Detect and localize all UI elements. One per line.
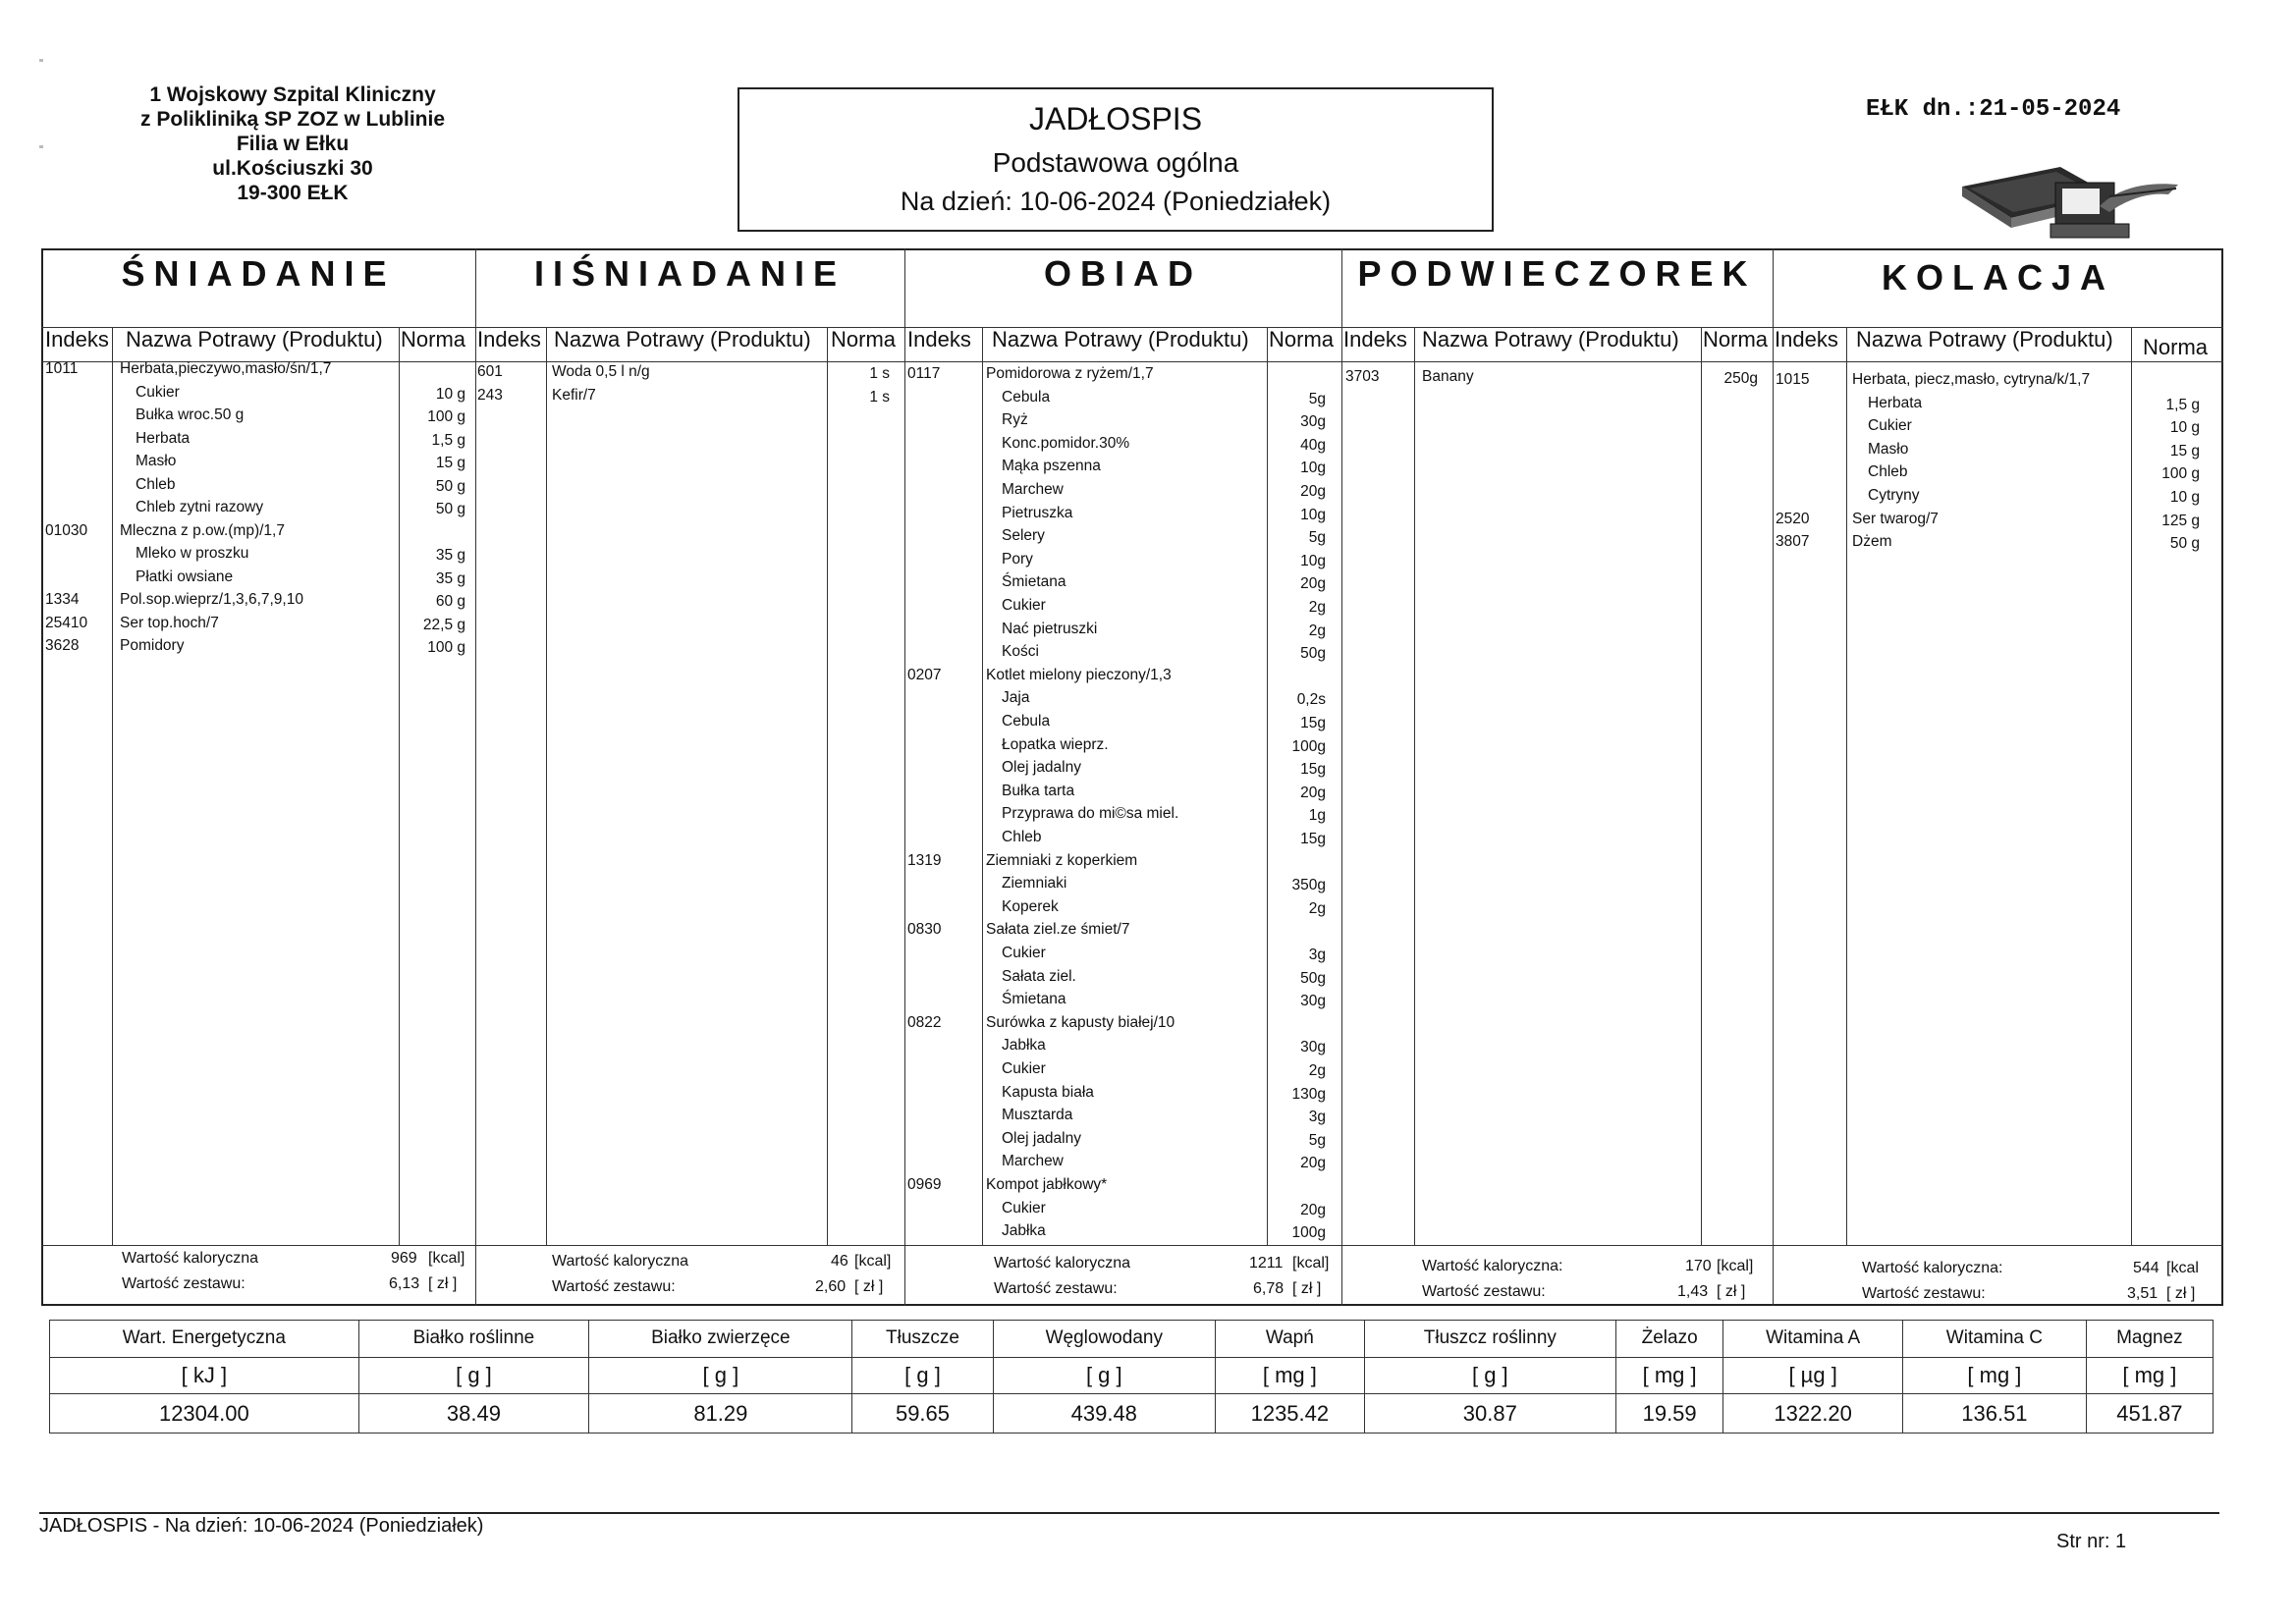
cost-value: 6,78 bbox=[1253, 1280, 1285, 1297]
column-divider bbox=[1267, 327, 1268, 1245]
calorie-unit: [kcal] bbox=[854, 1253, 892, 1270]
ingredient-name: Cukier bbox=[136, 383, 180, 401]
column-divider bbox=[399, 327, 400, 1245]
item-norm: 10 g bbox=[2169, 419, 2200, 437]
ingredient-name: Mleko w proszku bbox=[136, 545, 249, 562]
dish-name: Banany bbox=[1422, 368, 1474, 385]
item-norm: 20g bbox=[1300, 483, 1326, 500]
column-divider bbox=[546, 327, 547, 1245]
cost-unit: [ zł ] bbox=[2166, 1285, 2196, 1302]
dish-name: Herbata, piecz,masło, cytryna/k/1,7 bbox=[1852, 371, 2091, 388]
column-header-name: Nazwa Potrawy (Produktu) bbox=[126, 327, 383, 352]
totals-divider bbox=[41, 1245, 2223, 1246]
item-norm: 100 g bbox=[427, 408, 465, 425]
dish-name: Sałata ziel.ze śmiet/7 bbox=[986, 921, 1130, 939]
ingredient-name: Jaja bbox=[1002, 689, 1030, 707]
item-norm: 20g bbox=[1300, 784, 1326, 801]
ingredient-name: Herbata bbox=[136, 429, 191, 447]
nutrient-label: Tłuszcz roślinny bbox=[1364, 1321, 1615, 1358]
item-norm: 10 g bbox=[435, 385, 465, 403]
ingredient-name: Masło bbox=[1868, 440, 1909, 458]
dish-name: Ziemniaki z koperkiem bbox=[986, 851, 1138, 869]
cost-unit: [ zł ] bbox=[1292, 1280, 1322, 1297]
calorie-label: Wartość kaloryczna: bbox=[1422, 1258, 1563, 1274]
footer-title: JADŁOSPIS - Na dzień: 10-06-2024 (Poniedziałek) bbox=[39, 1515, 484, 1537]
hospital-address bbox=[116, 82, 469, 205]
item-index: 3703 bbox=[1345, 368, 1380, 385]
item-index: 0969 bbox=[907, 1176, 942, 1193]
item-norm: 20g bbox=[1300, 1201, 1326, 1218]
item-norm: 35 g bbox=[435, 547, 465, 564]
item-norm: 50g bbox=[1300, 645, 1326, 663]
nutrient-label: Magnez bbox=[2086, 1321, 2213, 1358]
item-norm: 2g bbox=[1308, 1062, 1326, 1079]
nutrient-label: Żelazo bbox=[1616, 1321, 1723, 1358]
column-divider bbox=[112, 327, 113, 1245]
cost-label: Wartość zestawu: bbox=[552, 1278, 676, 1295]
cost-label: Wartość zestawu: bbox=[122, 1275, 246, 1292]
nutrient-label: Białko zwierzęce bbox=[589, 1321, 852, 1358]
item-index: 01030 bbox=[45, 521, 88, 539]
cost-value: 3,51 bbox=[2127, 1285, 2159, 1302]
section-divider bbox=[1341, 248, 1342, 1306]
ingredient-name: Nać pietruszki bbox=[1002, 620, 1098, 637]
nutrient-unit: [ µg ] bbox=[1723, 1357, 1903, 1394]
ingredient-name: Cebula bbox=[1002, 713, 1051, 730]
item-index: 0117 bbox=[907, 365, 941, 382]
dish-name: Pomidory bbox=[120, 637, 185, 654]
dish-name: Kompot jabłkowy* bbox=[986, 1176, 1108, 1193]
dish-name: Ser top.hoch/7 bbox=[120, 614, 219, 631]
section-divider bbox=[1773, 248, 1774, 1306]
column-header-norm: Norma bbox=[831, 327, 897, 352]
item-norm: 10 g bbox=[2169, 489, 2200, 506]
ingredient-name: Pory bbox=[1002, 550, 1033, 568]
calorie-value: 46 bbox=[831, 1253, 848, 1270]
item-norm: 350g bbox=[1291, 877, 1326, 894]
hospital-line: Filia w Ełku bbox=[236, 133, 350, 155]
cost-value: 6,13 bbox=[389, 1275, 420, 1292]
item-norm: 3g bbox=[1308, 947, 1326, 963]
cost-label: Wartość zestawu: bbox=[994, 1280, 1118, 1297]
nutrient-value: 1322.20 bbox=[1723, 1394, 1903, 1434]
column-header-norm: Norma bbox=[1703, 327, 1769, 352]
item-index: 3628 bbox=[45, 637, 80, 654]
column-header-name: Nazwa Potrawy (Produktu) bbox=[1856, 327, 2113, 352]
nutrient-label: Białko roślinne bbox=[358, 1321, 589, 1358]
item-index: 3807 bbox=[1776, 533, 1810, 551]
hospital-line: z Polikliniką SP ZOZ w Lublinie bbox=[140, 108, 445, 131]
dish-name: Ser twarog/7 bbox=[1852, 510, 1939, 527]
print-date: EŁK dn.:21-05-2024 bbox=[1866, 96, 2121, 123]
calorie-unit: [kcal] bbox=[1292, 1255, 1330, 1271]
item-norm: 250g bbox=[1723, 370, 1758, 387]
ingredient-name: Bułka tarta bbox=[1002, 782, 1075, 799]
ingredient-name: Chleb zytni razowy bbox=[136, 499, 264, 515]
nutrient-value: 19.59 bbox=[1616, 1394, 1723, 1434]
ingredient-name: Chleb bbox=[1002, 829, 1042, 845]
dish-name: Kefir/7 bbox=[552, 386, 596, 404]
nutrition-value-row bbox=[50, 1394, 2214, 1434]
nutrient-value: 1235.42 bbox=[1216, 1394, 1365, 1434]
item-norm: 2g bbox=[1308, 622, 1326, 639]
nutrient-unit: [ g ] bbox=[358, 1357, 589, 1394]
calorie-value: 544 bbox=[2133, 1260, 2159, 1276]
item-norm: 100g bbox=[1291, 1224, 1326, 1242]
ingredient-name: Olej jadalny bbox=[1002, 759, 1081, 777]
cost-label: Wartość zestawu: bbox=[1422, 1283, 1546, 1300]
ingredient-name: Marchew bbox=[1002, 481, 1064, 498]
nutrient-value: 59.65 bbox=[852, 1394, 993, 1434]
item-norm: 50g bbox=[1300, 969, 1326, 987]
calorie-label: Wartość kaloryczna bbox=[122, 1250, 258, 1267]
item-norm: 1 s bbox=[869, 365, 890, 382]
nutrient-value: 439.48 bbox=[993, 1394, 1216, 1434]
item-norm: 40g bbox=[1300, 436, 1326, 454]
item-norm: 20g bbox=[1300, 1155, 1326, 1172]
column-header-divider bbox=[41, 361, 2223, 362]
item-norm: 0,2s bbox=[1296, 691, 1326, 709]
item-index: 1011 bbox=[45, 360, 79, 377]
item-index: 0822 bbox=[907, 1013, 942, 1031]
column-header-norm: Norma bbox=[1269, 327, 1335, 352]
column-header-name: Nazwa Potrawy (Produktu) bbox=[554, 327, 811, 352]
nutrient-unit: [ mg ] bbox=[1616, 1357, 1723, 1394]
calorie-value: 1211 bbox=[1249, 1255, 1284, 1271]
item-norm: 100 g bbox=[427, 639, 465, 656]
document-date: Na dzień: 10-06-2024 (Poniedziałek) bbox=[900, 187, 1332, 216]
meal-title-ii-sniadanie: IIŚNIADANIE bbox=[533, 253, 847, 294]
item-norm: 2g bbox=[1308, 599, 1326, 616]
item-norm: 20g bbox=[1300, 575, 1326, 593]
ingredient-name: Masło bbox=[136, 453, 177, 469]
nutrient-value: 38.49 bbox=[358, 1394, 589, 1434]
column-divider bbox=[1414, 327, 1415, 1245]
nutrient-value: 30.87 bbox=[1364, 1394, 1615, 1434]
title-box bbox=[738, 87, 1494, 232]
nutrient-unit: [ g ] bbox=[852, 1357, 993, 1394]
meal-title-obiad: OBIAD bbox=[1044, 253, 1202, 294]
dish-name: Dżem bbox=[1852, 533, 1892, 551]
ingredient-name: Ziemniaki bbox=[1002, 875, 1067, 893]
nutrient-value: 81.29 bbox=[589, 1394, 852, 1434]
item-norm: 2g bbox=[1308, 899, 1326, 917]
item-norm: 15g bbox=[1300, 761, 1326, 779]
item-norm: 35 g bbox=[435, 569, 465, 587]
nutrient-unit: [ g ] bbox=[1364, 1357, 1615, 1394]
cost-value: 1,43 bbox=[1677, 1283, 1709, 1300]
column-header-name: Nazwa Potrawy (Produktu) bbox=[1422, 327, 1679, 352]
column-header-index: Indeks bbox=[907, 327, 971, 352]
item-norm: 50 g bbox=[435, 477, 465, 495]
item-norm: 1,5 g bbox=[431, 431, 465, 449]
cost-label: Wartość zestawu: bbox=[1862, 1285, 1986, 1302]
item-norm: 10g bbox=[1300, 506, 1326, 523]
item-norm: 3g bbox=[1308, 1109, 1326, 1126]
item-norm: 1,5 g bbox=[2165, 396, 2200, 413]
section-divider bbox=[904, 248, 905, 1306]
column-divider bbox=[827, 327, 828, 1245]
item-norm: 15g bbox=[1300, 831, 1326, 847]
item-norm: 130g bbox=[1291, 1085, 1326, 1103]
book-computer-icon bbox=[1952, 147, 2188, 245]
dish-name: Kotlet mielony pieczony/1,3 bbox=[986, 666, 1172, 683]
scan-speck bbox=[39, 145, 43, 148]
ingredient-name: Płatki owsiane bbox=[136, 568, 234, 585]
meal-title-sniadanie: ŚNIADANIE bbox=[121, 253, 396, 294]
item-norm: 15 g bbox=[2169, 442, 2200, 460]
column-header-index: Indeks bbox=[477, 327, 541, 352]
item-index: 1015 bbox=[1776, 371, 1810, 388]
calorie-label: Wartość kaloryczna bbox=[994, 1255, 1130, 1271]
calorie-unit: [kcal] bbox=[428, 1250, 465, 1267]
ingredient-name: Cukier bbox=[1002, 597, 1046, 614]
item-index: 25410 bbox=[45, 614, 88, 631]
ingredient-name: Kapusta biała bbox=[1002, 1083, 1094, 1101]
ingredient-name: Cytryny bbox=[1868, 487, 1920, 504]
nutrient-label: Witamina C bbox=[1903, 1321, 2087, 1358]
nutrient-unit: [ mg ] bbox=[1216, 1357, 1365, 1394]
dish-name: Pomidorowa z ryżem/1,7 bbox=[986, 365, 1154, 382]
dish-name: Mleczna z p.ow.(mp)/1,7 bbox=[120, 521, 285, 539]
scan-speck bbox=[39, 59, 43, 62]
section-divider bbox=[475, 248, 476, 1306]
calorie-unit: [kcal] bbox=[1717, 1258, 1754, 1274]
item-norm: 1g bbox=[1308, 807, 1326, 825]
item-index: 243 bbox=[477, 386, 503, 404]
item-norm: 10g bbox=[1300, 460, 1326, 477]
ingredient-name: Cukier bbox=[1002, 1060, 1046, 1077]
item-norm: 15 g bbox=[435, 455, 465, 471]
ingredient-name: Konc.pomidor.30% bbox=[1002, 434, 1130, 452]
nutrient-unit: [ g ] bbox=[589, 1357, 852, 1394]
footer-rule bbox=[39, 1512, 2219, 1514]
ingredient-name: Śmietana bbox=[1002, 991, 1066, 1008]
ingredient-name: Jabłka bbox=[1002, 1037, 1046, 1055]
column-header-norm: Norma bbox=[401, 327, 466, 352]
item-norm: 50 g bbox=[435, 501, 465, 517]
item-norm: 30g bbox=[1300, 993, 1326, 1010]
calorie-value: 170 bbox=[1685, 1258, 1712, 1274]
hospital-line: 19-300 EŁK bbox=[237, 182, 349, 204]
item-norm: 5g bbox=[1308, 1131, 1326, 1149]
item-index: 0207 bbox=[907, 666, 942, 683]
document-subtitle: Podstawowa ogólna bbox=[992, 147, 1239, 178]
ingredient-name: Pietruszka bbox=[1002, 504, 1073, 521]
cost-unit: [ zł ] bbox=[1717, 1283, 1746, 1300]
ingredient-name: Jabłka bbox=[1002, 1222, 1046, 1240]
item-norm: 10g bbox=[1300, 552, 1326, 569]
nutrient-value: 136.51 bbox=[1903, 1394, 2087, 1434]
meal-title-kolacja: KOLACJA bbox=[1881, 257, 2114, 298]
ingredient-name: Mąka pszenna bbox=[1002, 458, 1101, 475]
dish-name: Woda 0,5 l n/g bbox=[552, 363, 650, 380]
ingredient-name: Koperek bbox=[1002, 897, 1059, 915]
nutrient-label: Witamina A bbox=[1723, 1321, 1903, 1358]
nutrient-unit: [ kJ ] bbox=[50, 1357, 359, 1394]
ingredient-name: Cukier bbox=[1868, 417, 1912, 435]
column-header-norm: Norma bbox=[2143, 335, 2209, 359]
ingredient-name: Cukier bbox=[1002, 1199, 1046, 1217]
column-header-index: Indeks bbox=[45, 327, 109, 352]
item-norm: 125 g bbox=[2161, 512, 2200, 529]
nutrient-label: Węglowodany bbox=[993, 1321, 1216, 1358]
ingredient-name: Przyprawa do mi©sa miel. bbox=[1002, 805, 1179, 823]
document-title: JADŁOSPIS bbox=[1028, 101, 1203, 136]
ingredient-name: Cukier bbox=[1002, 945, 1046, 961]
dish-name: Surówka z kapusty białej/10 bbox=[986, 1013, 1175, 1031]
ingredient-name: Bułka wroc.50 g bbox=[136, 406, 245, 423]
item-norm: 5g bbox=[1308, 529, 1326, 547]
item-index: 1334 bbox=[45, 591, 80, 608]
ingredient-name: Marchew bbox=[1002, 1153, 1064, 1170]
item-index: 0830 bbox=[907, 921, 942, 939]
ingredient-name: Kości bbox=[1002, 643, 1039, 661]
nutrient-value: 451.87 bbox=[2086, 1394, 2213, 1434]
dish-name: Herbata,pieczywo,masło/śn/1,7 bbox=[120, 360, 332, 377]
dish-name: Pol.sop.wieprz/1,3,6,7,9,10 bbox=[120, 591, 303, 608]
calorie-unit: [kcal bbox=[2166, 1260, 2199, 1276]
nutrition-table bbox=[49, 1320, 2214, 1434]
hospital-line: 1 Wojskowy Szpital Kliniczny bbox=[149, 83, 436, 106]
nutrient-value: 12304.00 bbox=[50, 1394, 359, 1434]
column-divider bbox=[1701, 327, 1702, 1245]
nutrient-label: Wapń bbox=[1216, 1321, 1365, 1358]
calorie-label: Wartość kaloryczna: bbox=[1862, 1260, 2003, 1276]
column-header-index: Indeks bbox=[1775, 327, 1838, 352]
item-norm: 15g bbox=[1300, 715, 1326, 731]
column-divider bbox=[2131, 327, 2132, 1245]
page-number: Str nr: 1 bbox=[2056, 1531, 2127, 1552]
item-norm: 1 s bbox=[869, 388, 890, 406]
cost-unit: [ zł ] bbox=[428, 1275, 458, 1292]
ingredient-name: Selery bbox=[1002, 527, 1045, 545]
ingredient-name: Sałata ziel. bbox=[1002, 967, 1076, 985]
calorie-label: Wartość kaloryczna bbox=[552, 1253, 688, 1270]
nutrition-unit-row bbox=[50, 1357, 2214, 1394]
item-norm: 30g bbox=[1300, 1039, 1326, 1056]
cost-value: 2,60 bbox=[815, 1278, 847, 1295]
item-index: 601 bbox=[477, 363, 503, 380]
item-norm: 22,5 g bbox=[422, 616, 465, 633]
ingredient-name: Olej jadalny bbox=[1002, 1129, 1081, 1147]
item-index: 2520 bbox=[1776, 510, 1810, 527]
ingredient-name: Cebula bbox=[1002, 388, 1051, 406]
item-norm: 30g bbox=[1300, 413, 1326, 431]
hospital-line: ul.Kościuszki 30 bbox=[212, 157, 373, 180]
nutrition-header-row bbox=[50, 1321, 2214, 1358]
ingredient-name: Musztarda bbox=[1002, 1107, 1073, 1124]
nutrient-unit: [ mg ] bbox=[2086, 1357, 2213, 1394]
item-norm: 50 g bbox=[2169, 535, 2200, 553]
ingredient-name: Chleb bbox=[136, 475, 176, 493]
nutrient-label: Wart. Energetyczna bbox=[50, 1321, 359, 1358]
item-norm: 5g bbox=[1308, 390, 1326, 407]
nutrient-unit: [ mg ] bbox=[1903, 1357, 2087, 1394]
ingredient-name: Herbata bbox=[1868, 394, 1923, 411]
nutrient-unit: [ g ] bbox=[993, 1357, 1216, 1394]
meal-title-podwieczorek: PODWIECZOREK bbox=[1357, 253, 1757, 294]
item-norm: 100g bbox=[1291, 737, 1326, 755]
cost-unit: [ zł ] bbox=[854, 1278, 884, 1295]
calorie-value: 969 bbox=[391, 1250, 417, 1267]
item-norm: 60 g bbox=[435, 593, 465, 610]
ingredient-name: Łopatka wieprz. bbox=[1002, 735, 1109, 753]
ingredient-name: Śmietana bbox=[1002, 573, 1066, 591]
item-index: 1319 bbox=[907, 851, 942, 869]
column-header-name: Nazwa Potrawy (Produktu) bbox=[992, 327, 1249, 352]
column-header-index: Indeks bbox=[1343, 327, 1407, 352]
ingredient-name: Chleb bbox=[1868, 463, 1908, 481]
nutrient-label: Tłuszcze bbox=[852, 1321, 993, 1358]
column-divider bbox=[1846, 327, 1847, 1245]
item-norm: 100 g bbox=[2161, 465, 2200, 483]
ingredient-name: Ryż bbox=[1002, 411, 1028, 429]
column-divider bbox=[982, 327, 983, 1245]
